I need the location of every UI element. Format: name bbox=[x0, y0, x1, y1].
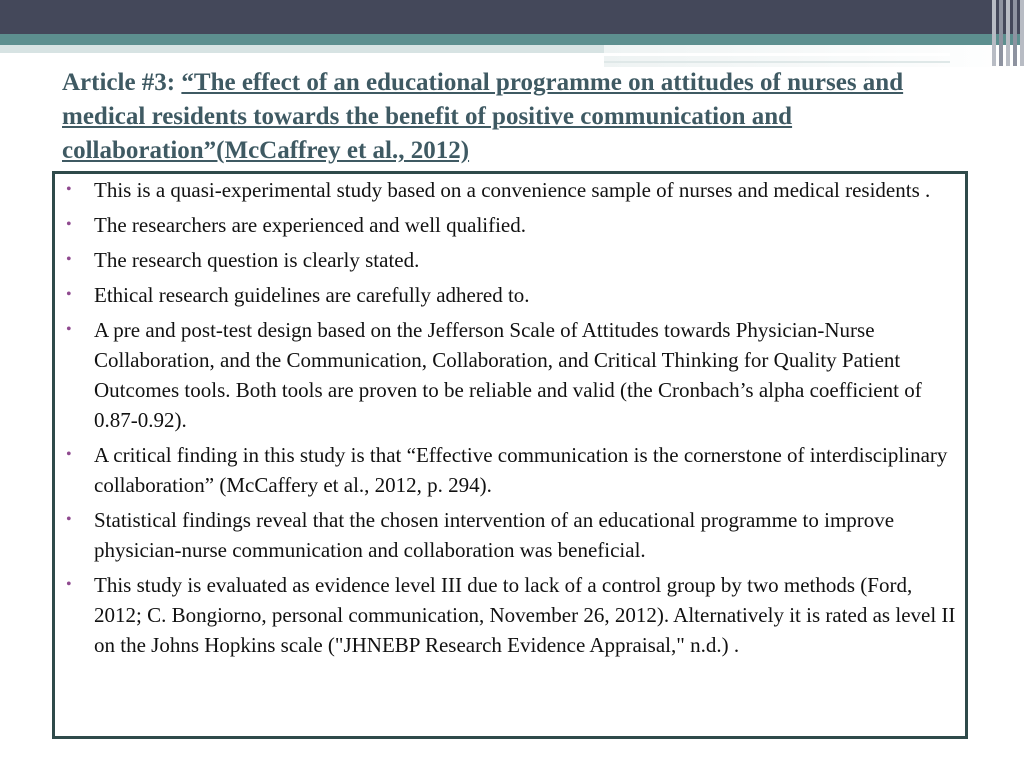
header-teal-band bbox=[0, 34, 1024, 45]
bullet-text: The research question is clearly stated. bbox=[94, 248, 420, 272]
header-stripe bbox=[1013, 0, 1017, 66]
bullet-marker-icon: • bbox=[66, 286, 72, 303]
header-right-accent bbox=[604, 45, 1024, 67]
bullet-text: Statistical findings reveal that the chosen intervention of an educational programme to improve physician-nurse communication and collaboration was beneficial. bbox=[94, 508, 895, 562]
header-dark-band bbox=[0, 0, 1024, 34]
slide-title bbox=[62, 66, 962, 168]
bullet-list bbox=[66, 175, 958, 665]
header-stripe bbox=[1006, 0, 1010, 66]
slide-title-linked: “The effect of an educational programme on attitudes of nurses and medical residents towards the benefit of positive communication and collaboration”(McCaffrey et al., 2012) bbox=[62, 69, 904, 164]
bullet-marker-icon: • bbox=[66, 511, 72, 528]
slide-title-prefix: Article #3: bbox=[62, 69, 182, 96]
bullet-item bbox=[66, 245, 958, 275]
bullet-marker-icon: • bbox=[66, 181, 72, 198]
bullet-item bbox=[66, 280, 958, 310]
bullet-item bbox=[66, 570, 958, 660]
bullet-item bbox=[66, 440, 958, 500]
header-stripes bbox=[990, 0, 1024, 66]
header-stripe bbox=[992, 0, 996, 66]
bullet-marker-icon: • bbox=[66, 576, 72, 593]
header-accent-line bbox=[604, 53, 950, 56]
bullet-text: A critical finding in this study is that “Effective communication is the cornerstone of interdisciplinary collaboration” (McCaffery et al., 2012, p. 294). bbox=[94, 443, 948, 497]
bullet-item bbox=[66, 315, 958, 435]
bullet-item bbox=[66, 210, 958, 240]
bullet-text: The researchers are experienced and well qualified. bbox=[94, 213, 527, 237]
bullet-marker-icon: • bbox=[66, 446, 72, 463]
bullet-item bbox=[66, 505, 958, 565]
bullet-marker-icon: • bbox=[66, 216, 72, 233]
bullet-marker-icon: • bbox=[66, 321, 72, 338]
header-stripe bbox=[1020, 0, 1024, 66]
bullet-item bbox=[66, 175, 958, 205]
bullet-text: This study is evaluated as evidence level III due to lack of a control group by two methods (Ford, 2012; C. Bongiorno, personal communication, November 26, 2012). Alternatively it is rated as level II on the Johns Hopkins scale ("JHNEBP Research Evidence Appraisal," n.d.) . bbox=[94, 573, 956, 657]
bullet-marker-icon: • bbox=[66, 251, 72, 268]
header-accent-line-lower bbox=[604, 61, 950, 63]
bullet-text: Ethical research guidelines are carefully adhered to. bbox=[94, 283, 530, 307]
bullet-text: A pre and post-test design based on the Jefferson Scale of Attitudes towards Physician-Nurse Collaboration, and the Communication, Collaboration, and Critical Thinking for Quality Patient Outcomes tools. Both tools are proven to be reliable and valid (the Cronbach’s alpha coefficient of 0.87-0.92). bbox=[94, 318, 922, 432]
bullet-text: This is a quasi-experimental study based on a convenience sample of nurses and medical residents . bbox=[94, 178, 931, 202]
header-stripe bbox=[999, 0, 1003, 66]
